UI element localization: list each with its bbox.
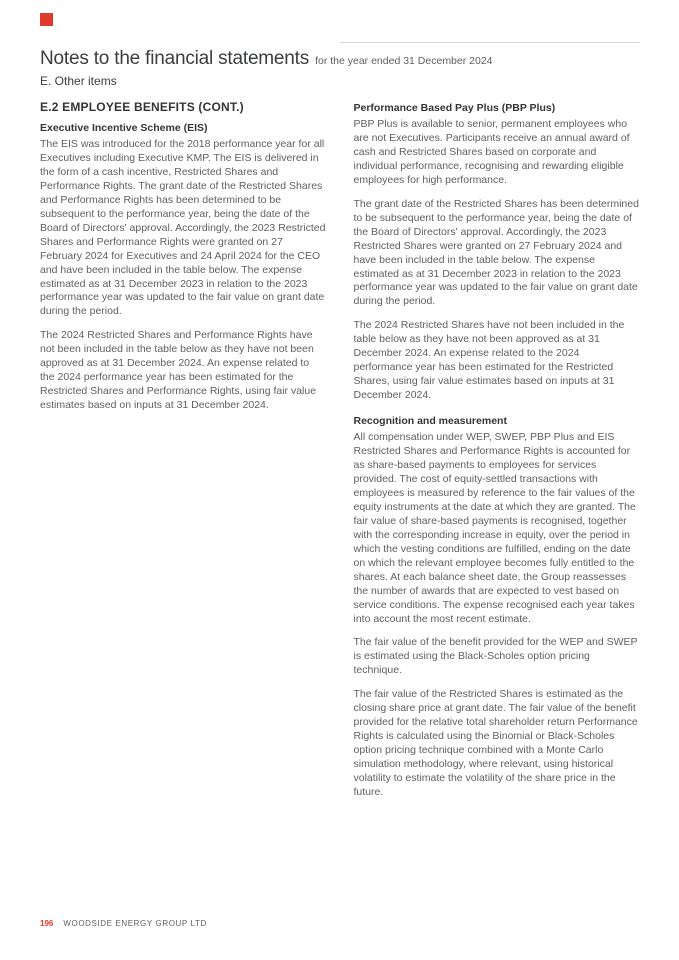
section-heading-employee-benefits: E.2 EMPLOYEE BENEFITS (CONT.) xyxy=(40,100,244,114)
paragraph-pbp-3: The 2024 Restricted Shares have not been included in the table below as they have not been approved as at 31 December 2024. An expense related to the 2024 performance year has been estimated for the Restricted Shares, using fair value estimates based on inputs at 31 December 2024. xyxy=(353,319,625,402)
subheading-executive-incentive-scheme: Executive Incentive Scheme (EIS) xyxy=(40,122,208,134)
content-columns xyxy=(40,100,640,810)
section-title: E. Other items xyxy=(40,74,117,88)
company-name: WOODSIDE ENERGY GROUP LTD xyxy=(63,919,207,928)
paragraph-pbp-2: The grant date of the Restricted Shares has been determined to be subsequent to the performance year, being the date of the Board of Directors' approval. Accordingly, the 2023 Restricted Shares were granted on 27 February 2024 and have been included in the table below. The expense estimated as at 31 December 2023 in relation to the 2023 performance year was updated to the fair value on grant date during the period. xyxy=(353,197,639,308)
header-divider-line xyxy=(340,42,640,43)
left-column xyxy=(40,100,327,810)
paragraph-recognition-2: The fair value of the benefit provided for the WEP and SWEP is estimated using the Black-Scholes option pricing technique. xyxy=(353,636,638,677)
paragraph-recognition-1: All compensation under WEP, SWEP, PBP Plus and EIS Restricted Shares and Performance Rights is accounted for as share-based payments to employees for services provided. The cost of equity-settled transactions with employees is measured by reference to the fair values of the equity instruments at the date at which they are granted. The fair value of share-based payments is recognised, together with the corresponding increase in equity, over the period in which the vesting conditions are fulfilled, ending on the date on which the relevant employee becomes fully entitled to the shares. At each balance sheet date, the Group reassesses the number of awards that are expected to vest based on service conditions. The expense recognised each year takes into account the most recent estimate. xyxy=(353,431,636,625)
page-number: 196 xyxy=(40,919,54,928)
paragraph-eis-1: The EIS was introduced for the 2018 performance year for all Executives including Executive KMP. The EIS is delivered in the form of a cash incentive, Restricted Shares and Performance Rights. The grant date of the Restricted Shares and Performance Rights has been determined to be subsequent to the performance year, being the date of the Board of Directors' approval. Accordingly, the 2023 Restricted Shares and Performance Rights were granted on 27 February 2024 for Executives and 24 April 2024 for the CEO and have been included in the table below. The expense estimated as at 31 December 2023 in relation to the 2023 performance year was updated to the fair value on grant date during the period. xyxy=(40,138,326,318)
page-footer xyxy=(40,919,207,928)
paragraph-pbp-1: PBP Plus is available to senior, permanent employees who are not Executives. Participants receive an annual award of cash and Restricted Shares based on corporate and individual performance, recognising and rewarding eligible employees for high performance. xyxy=(353,118,630,186)
paragraph-eis-2: The 2024 Restricted Shares and Performance Rights have not been included in the table below as they have not been approved as at 31 December 2024. An expense related to the 2024 performance year has been estimated for the Restricted Shares and Performance Rights, using fair value estimates based on inputs at 31 December 2024. xyxy=(40,329,317,412)
subheading-pbp-plus: Performance Based Pay Plus (PBP Plus) xyxy=(353,102,556,114)
paragraph-recognition-3: The fair value of the Restricted Shares is estimated as the closing share price at grant date. The fair value of the benefit provided for the relative total shareholder return Performance Rights is calculated using the Binomial or Black-Scholes option pricing technique combined with a Monte Carlo simulation methodology, where relevant, using historical volatility to estimate the volatility of the share price in the future. xyxy=(353,688,638,798)
subheading-recognition-measurement: Recognition and measurement xyxy=(353,415,507,428)
brand-logo-square xyxy=(40,13,53,26)
page-title-suffix: for the year ended 31 December 2024 xyxy=(315,55,493,67)
page-header xyxy=(40,48,639,88)
page-title: Notes to the financial statements xyxy=(40,48,310,69)
right-column xyxy=(354,100,641,810)
